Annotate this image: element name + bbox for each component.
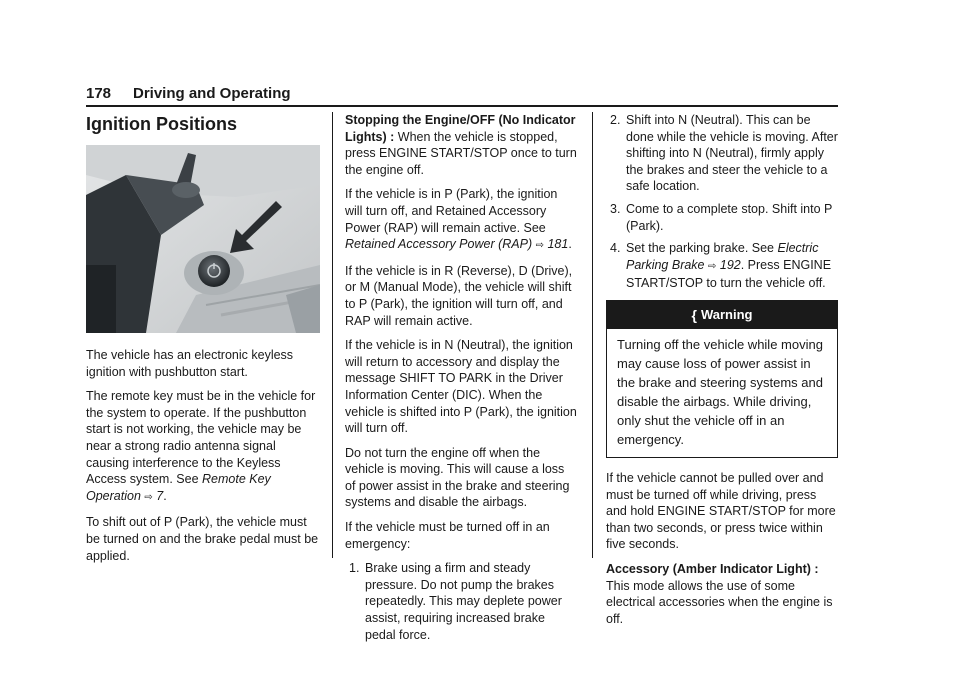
paragraph-accessory bbox=[606, 561, 838, 627]
warning-symbol-icon: { bbox=[691, 306, 697, 323]
electric-parking-brake-link[interactable]: Electric Parking Brake bbox=[626, 241, 819, 272]
paragraph-reverse-drive: If the vehicle is in R (Reverse), D (Drive), or M (Manual Mode), the vehicle will shift to P (Park), the ignition will turn off, and RAP will remain active. bbox=[345, 263, 573, 328]
step-number: 3. bbox=[610, 201, 621, 216]
rap-page-ref[interactable]: 181 bbox=[547, 237, 569, 252]
page-number: 178 bbox=[86, 85, 112, 102]
paragraph-emergency: If the vehicle must be turned off in an emergency: bbox=[345, 520, 550, 551]
stopping-engine-text: When the vehicle is stopped, press ENGINE START/STOP once to turn the engine off. bbox=[345, 129, 577, 177]
step-text: Come to a complete stop. Shift into P (Park). bbox=[626, 201, 833, 233]
page-header bbox=[86, 84, 838, 108]
step-text: Shift into N (Neutral). This can be done while the vehicle is moving. After shifting into N (Neutral), firmly apply the brakes and steer the vehicle to a safe location. bbox=[626, 113, 838, 194]
step-text-end: . Press ENGINE START/STOP to turn the vehicle off. bbox=[626, 257, 832, 291]
remote-key-operation-link[interactable]: Remote Key Operation bbox=[86, 472, 271, 503]
list-item bbox=[345, 560, 577, 643]
paragraph-shift-out-of-park: To shift out of P (Park), the vehicle must be turned on and the brake pedal must be applied. bbox=[86, 515, 319, 563]
page-ref-arrow-icon: ⇨ bbox=[535, 240, 544, 252]
column-divider-2 bbox=[592, 112, 593, 558]
paragraph-do-not-turn-off: Do not turn the engine off when the vehicle is moving. This will cause a loss of power assist in the brake and steering systems and disable the airbags. bbox=[345, 445, 570, 510]
stopping-engine-lead: Stopping the Engine/OFF (No Indicator Lights) : bbox=[345, 113, 576, 144]
accessory-text: This mode allows the use of some electrical accessories when the engine is off. bbox=[606, 578, 833, 626]
paragraph-keyless-ignition: The vehicle has an electronic keyless ignition with pushbutton start. bbox=[86, 348, 294, 379]
list-item bbox=[606, 112, 838, 195]
park-rap-text: If the vehicle is in P (Park), the ignition will turn off, and Retained Accessory Power (RAP) will remain active. See bbox=[345, 187, 558, 235]
ignition-photo-illustration bbox=[86, 145, 320, 333]
page-ref-arrow-icon: ⇨ bbox=[144, 491, 153, 503]
warning-title: Warning bbox=[700, 306, 753, 322]
remote-key-text: The remote key must be in the vehicle for the system to operate. If the pushbutton start is not working, the vehicle may be near a strong radio antenna signal causing interference to the Keyless Access system. See bbox=[86, 389, 316, 487]
warning-body: Turning off the vehicle while moving may cause loss of power assist in the brake and steering systems and disable the airbags. While driving, only shut the vehicle off in an emergency. bbox=[617, 336, 823, 447]
rap-link[interactable]: Retained Accessory Power (RAP) bbox=[345, 237, 533, 252]
rap-period: . bbox=[568, 237, 572, 252]
column-2 bbox=[345, 112, 577, 651]
column-3 bbox=[606, 112, 838, 635]
remote-key-page-ref[interactable]: 7 bbox=[156, 488, 164, 503]
list-item bbox=[606, 240, 838, 292]
paragraph-cannot-pull-over: If the vehicle cannot be pulled over and must be turned off while driving, press and hold ENGINE START/STOP for more than two seconds, or press twice within five seconds. bbox=[606, 470, 836, 552]
section-heading: Ignition Positions bbox=[86, 114, 237, 134]
paragraph-stopping-engine bbox=[345, 112, 577, 178]
list-item bbox=[606, 201, 838, 234]
section-title: Driving and Operating bbox=[133, 85, 291, 102]
remote-key-period: . bbox=[163, 488, 167, 503]
page-ref-arrow-icon: ⇨ bbox=[708, 260, 717, 272]
parking-brake-page-ref[interactable]: 192 bbox=[719, 257, 741, 272]
column-divider-1 bbox=[332, 112, 333, 558]
step-text: Set the parking brake. See bbox=[626, 241, 778, 256]
step-number: 1. bbox=[349, 561, 360, 576]
step-number: 4. bbox=[610, 241, 621, 256]
warning-header bbox=[607, 301, 837, 329]
column-1 bbox=[86, 112, 320, 572]
emergency-steps-continued bbox=[606, 112, 838, 292]
ignition-button-photo bbox=[86, 145, 320, 333]
step-text: Brake using a firm and steady pressure. Do not pump the brakes repeatedly. This may deplete power assist, requiring increased brake pedal force. bbox=[365, 561, 562, 642]
step-number: 2. bbox=[610, 113, 621, 127]
header-rule bbox=[86, 105, 838, 107]
paragraph-neutral: If the vehicle is in N (Neutral), the ignition will return to accessory and display the message SHIFT TO PARK in the Driver Information Center (DIC). When the vehicle is shifted into P (Park), the ignition will turn off. bbox=[345, 338, 577, 436]
paragraph-park-rap bbox=[345, 186, 577, 254]
accessory-lead: Accessory (Amber Indicator Light) : bbox=[606, 561, 819, 576]
warning-box bbox=[606, 300, 838, 458]
emergency-steps bbox=[345, 560, 577, 643]
paragraph-remote-key bbox=[86, 388, 320, 506]
